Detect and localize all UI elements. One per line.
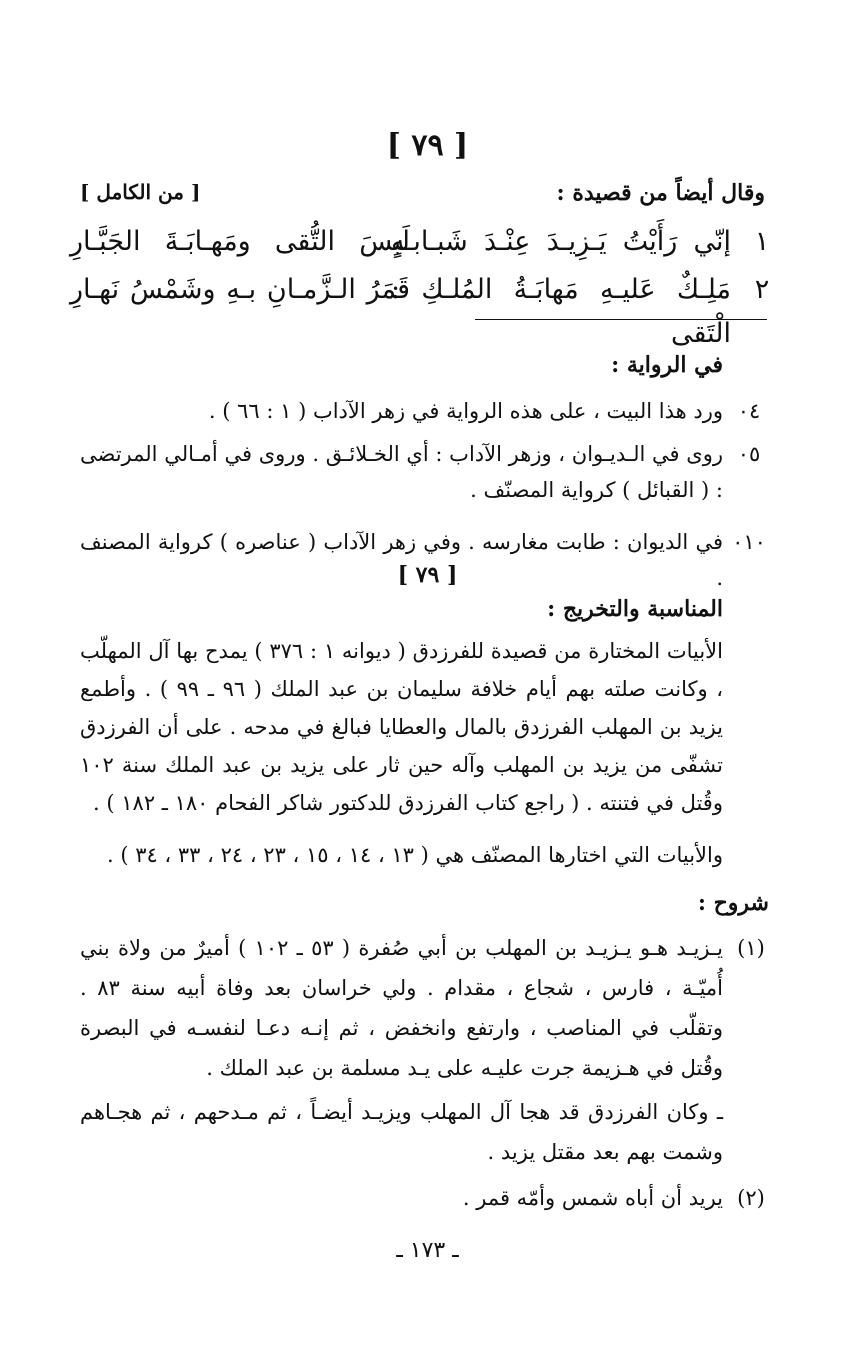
verse-number: ١	[754, 226, 770, 257]
intro-line: وقال أيضاً من قصيدة :	[556, 180, 765, 206]
explanation-number: (١)	[737, 936, 765, 960]
note-number: ٠١٠	[732, 530, 766, 554]
verse-second-hemistich: قَمَرُ الـزَّمـانِ بـهِ وشَمْسُ نَهـارِ	[70, 274, 410, 305]
explanation-item	[80, 1092, 769, 1172]
riwaya-note	[80, 436, 769, 508]
note-text: روى في الـديـوان ، وزهر الآداب : أي الخـلائـق . وروى في أمـالي المرتضى : ( القبائل ) كرواية المصنّف .	[80, 442, 723, 502]
verse-line	[60, 220, 773, 264]
shuruh-heading: شروح :	[697, 890, 769, 916]
riwaya-heading: في الرواية :	[611, 352, 723, 378]
note-text: في الديوان : طابت مغارسه . وفي زهر الآداب ( عناصره ) كرواية المصنف .	[80, 530, 723, 590]
verse-second-hemistich: لَبِسَ التُّقى ومَهـابَـةَ الجَبَّـارِ	[70, 226, 410, 257]
note-number: ٠٤	[737, 399, 761, 423]
munasaba-heading: المناسبة والتخريج :	[547, 596, 723, 622]
explanation-item	[80, 928, 769, 1088]
explanation-text: يريد أن أباه شمس وأمّه قمر .	[462, 1186, 723, 1210]
munasaba-paragraph: الأبيات المختارة من قصيدة للفرزدق ( ديوانه ١ : ٣٧٦ ) يمدح بها آل المهلّب ، وكانت صلته بهم أيام خلافة سليمان بن عبد الملك ( ٩٦ ـ ٩٩ ) . وأطمع يزيد بن المهلب الفرزدق بالمال والعطايا فبالغ في مدحه . على أن الفرزدق تشفّى من يزيد بن المهلب وآله حين ثار على يزيد بن عبد الملك سنة ١٠٢ وقُتل في فتنته . ( راجع كتاب الفرزدق للدكتور شاكر الفحام ١٨٠ ـ ١٨٢ ) .	[80, 639, 723, 815]
verse-first-hemistich: إنّي رَأَيْتُ يَـزِيـدَ عِنْـدَ شَبـابـهِ	[391, 226, 731, 257]
verse-first-hemistich: مَلِـكٌ عَليـهِ مَهابَـةُ المُلـكِ : الْتَقى	[391, 274, 731, 349]
explanation-text: يـزيـد هـو يـزيـد بن المهلب بن أبي صُفرة ( ٥٣ ـ ١٠٢ ) أميرٌ من ولاة بني أُميّـة ، فارس ، شجاع ، مقدام . ولي خراسان بعد وفاة أبيه سنة ٨٣ . وتقلّب في المناصب ، وارتفع وانخفض ، ثم إنـه دعـا لنفسـه في البصرة وقُتل في هـزيمة جرت عليـه على يـد مسلمة بن عبد الملك .	[80, 936, 723, 1080]
meter-label: [ من الكامل ]	[80, 180, 201, 204]
chosen-verses-line: والأبيات التي اختارها المصنّف هي ( ١٣ ، ١٤ ، ١٥ ، ٢٣ ، ٢٤ ، ٣٣ ، ٣٤ ) .	[106, 843, 723, 867]
explanation-text: ـ وكان الفرزدق قد هجا آل المهلب ويزيـد أيضـاً ، ثم مـدحهم ، ثم هجـاهم وشمت بهم بعد مقتل يزيد .	[80, 1100, 723, 1164]
verse-divider	[475, 319, 767, 320]
riwaya-note	[80, 393, 769, 429]
note-text: ورد هذا البيت ، على هذه الرواية في زهر الآداب ( ١ : ٦٦ ) .	[208, 399, 723, 423]
page-number: ـ ١٧٣ ـ	[396, 1238, 459, 1263]
verse-number: ٢	[754, 274, 770, 305]
section-number: [ ٧٩ ]	[397, 562, 458, 588]
explanation-item	[80, 1178, 769, 1218]
explanation-number: (٢)	[737, 1186, 765, 1210]
verse-line	[60, 268, 773, 349]
note-number: ٠٥	[737, 442, 761, 466]
poem-number: [ ٧٩ ]	[386, 128, 469, 163]
